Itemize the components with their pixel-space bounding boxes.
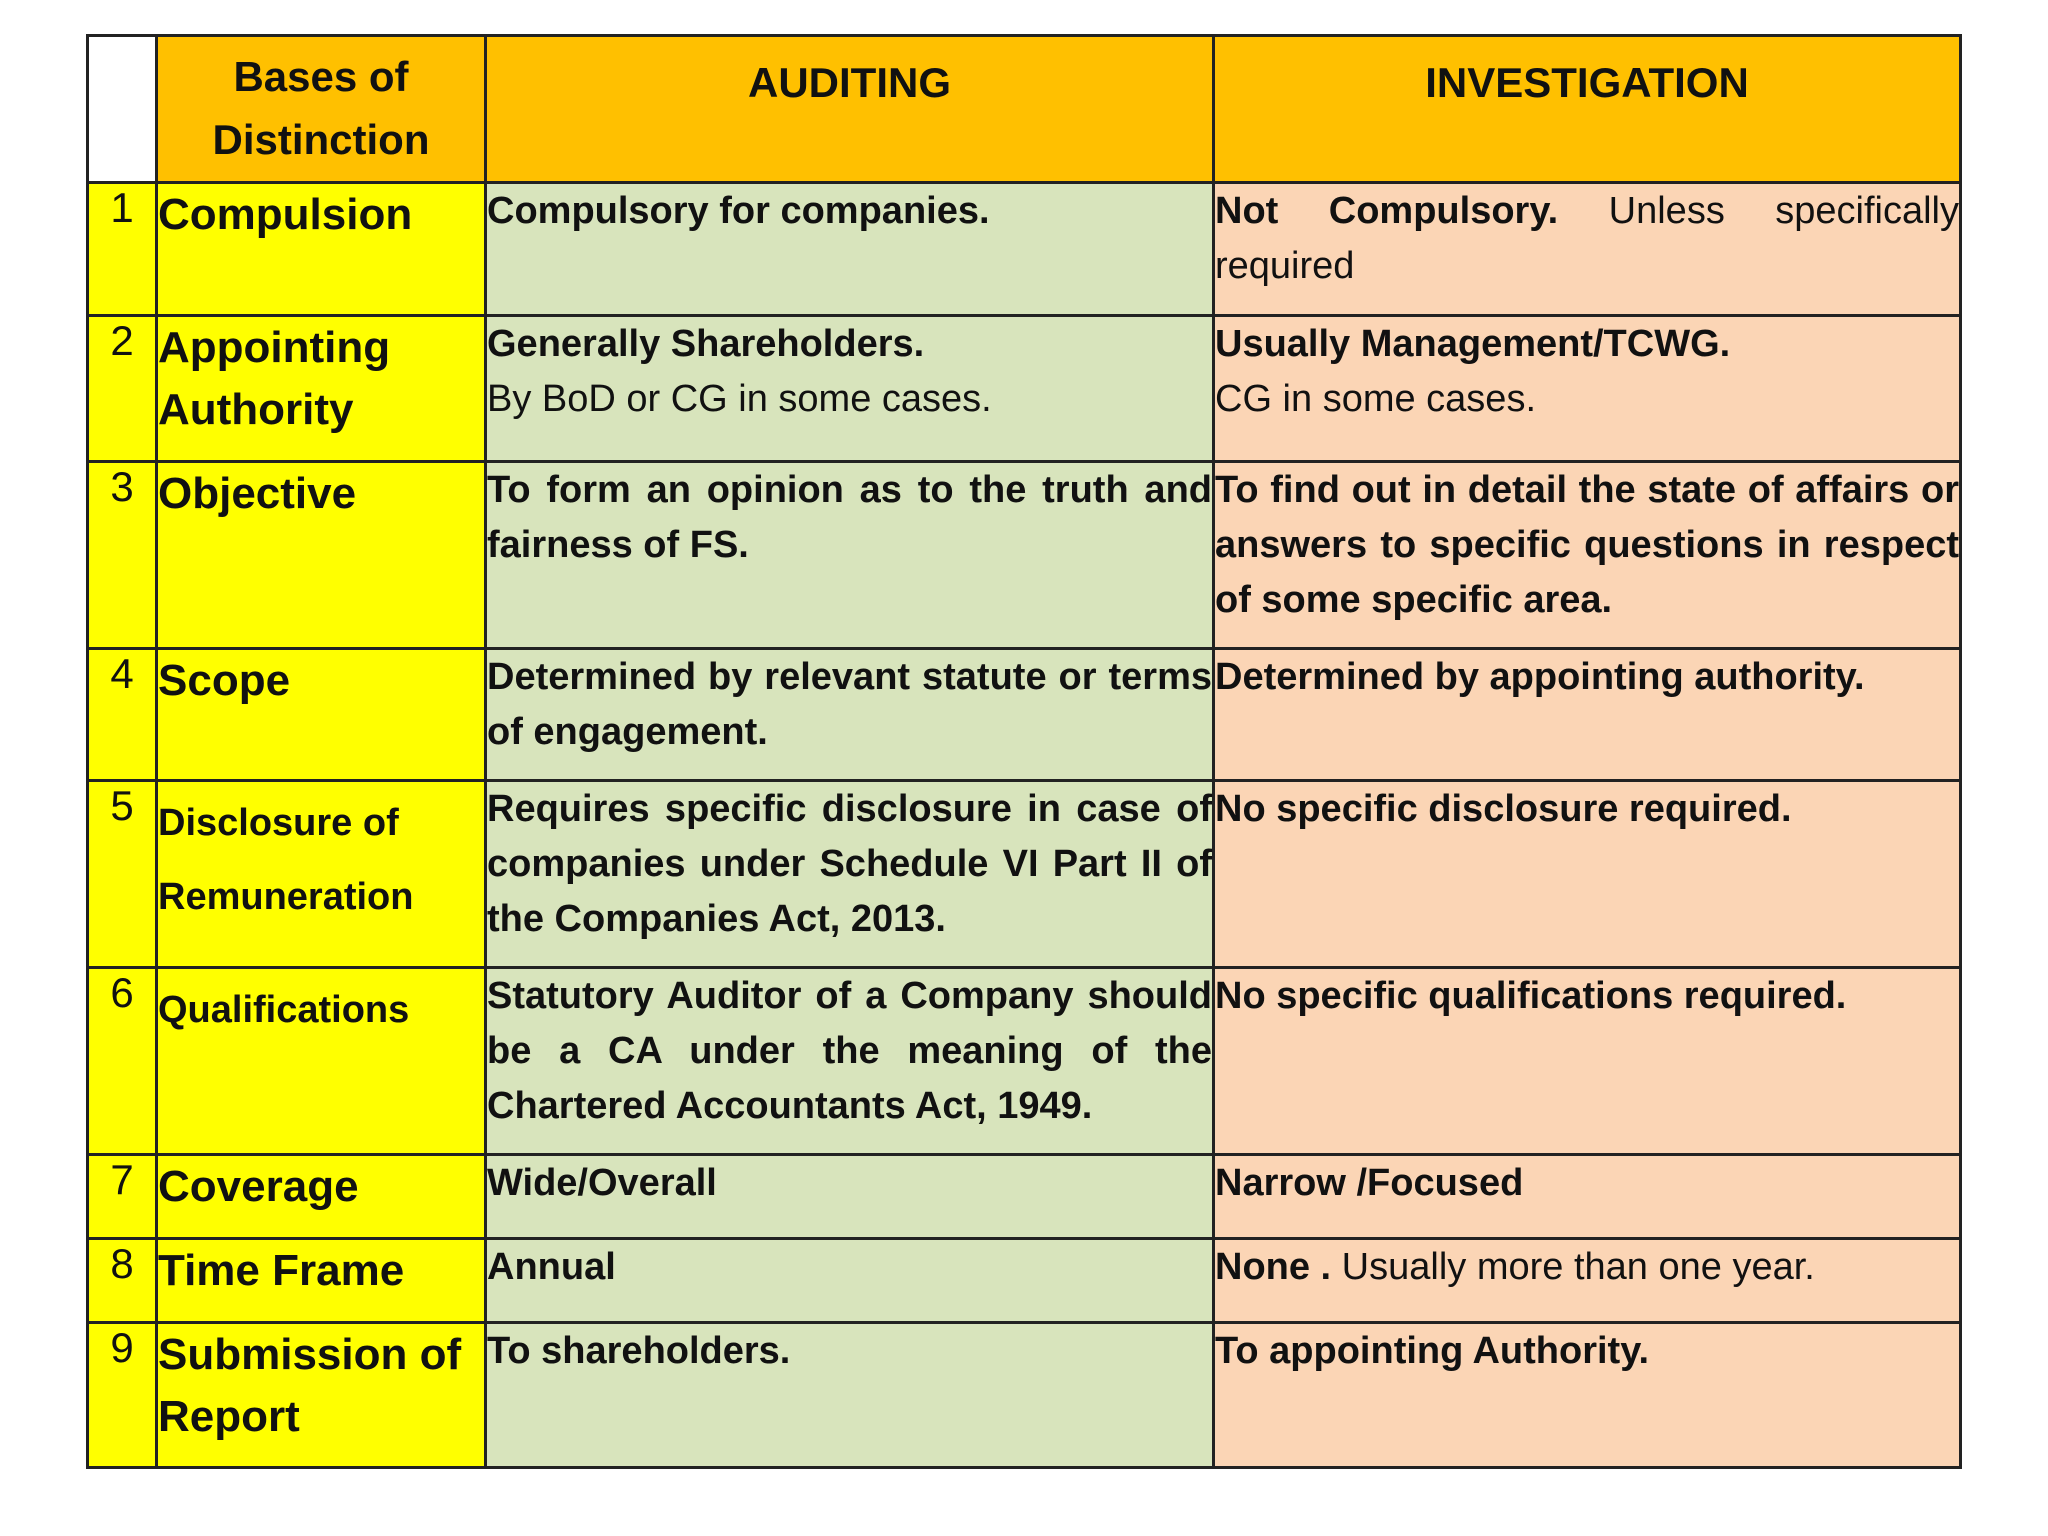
table-row [88,1239,1961,1323]
row-basis: Coverage [157,1155,486,1239]
auditing-text-bold: To form an opinion as to the truth and fairness of FS. [487,469,1212,566]
table-row [88,649,1961,781]
auditing-cell [486,462,1214,649]
investigation-text-bold: No specific qualifications required. [1215,975,1847,1017]
auditing-text-bold: Requires specific disclosure in case of companies under Schedule VI Part II of the Companies Act, 2013. [487,788,1212,940]
row-number: 3 [88,462,157,649]
investigation-text [1215,184,1959,294]
auditing-text-bold: Wide/Overall [487,1162,717,1204]
header-investigation-cell [1214,36,1961,183]
auditing-cell [486,316,1214,462]
table-row [88,968,1961,1155]
row-basis: Compulsion [157,183,486,316]
investigation-cell [1214,968,1961,1155]
investigation-cell [1214,1155,1961,1239]
investigation-text [1215,1324,1959,1379]
auditing-cell [486,1323,1214,1468]
table-row [88,1155,1961,1239]
row-number: 4 [88,649,157,781]
table-row [88,781,1961,968]
auditing-cell [486,1239,1214,1323]
row-basis: Scope [157,649,486,781]
investigation-cell [1214,462,1961,649]
auditing-cell [486,781,1214,968]
investigation-text-normal: Usually more than one year. [1331,1246,1815,1288]
auditing-text-bold: Generally Shareholders. [487,323,925,365]
row-number: 6 [88,968,157,1155]
investigation-text [1215,1240,1959,1295]
row-number: 2 [88,316,157,462]
investigation-text [1215,463,1959,628]
investigation-text-normal: Unless specifically required [1215,190,1960,287]
investigation-cell [1214,183,1961,316]
auditing-text [487,317,1212,427]
auditing-text [487,1324,1212,1379]
header-auditing-label: AUDITING [748,59,951,106]
auditing-text [487,650,1212,760]
header-basis-line1: Bases of [233,53,409,100]
investigation-text-bold: Not Compulsory. [1215,190,1559,232]
investigation-text-bold: Determined by appointing authority. [1215,656,1865,698]
auditing-text [487,1156,1212,1211]
investigation-text-bold: No specific disclosure required. [1215,788,1792,830]
row-basis: Qualifications [157,968,486,1155]
investigation-text [1215,1156,1959,1211]
auditing-text-bold: Annual [487,1246,616,1288]
header-row [88,36,1961,183]
investigation-text [1215,782,1959,837]
auditing-text-bold: Determined by relevant statute or terms of engagement. [487,656,1212,753]
table-row [88,316,1961,462]
investigation-cell [1214,1323,1961,1468]
auditing-text [487,1240,1212,1295]
investigation-text [1215,969,1959,1024]
header-blank-cell [88,36,157,183]
auditing-text-bold: To shareholders. [487,1330,791,1372]
investigation-text [1215,317,1959,427]
investigation-text-bold: Usually Management/TCWG. [1215,323,1731,365]
header-basis-cell [157,36,486,183]
table-row [88,462,1961,649]
auditing-text [487,184,1212,239]
auditing-text [487,782,1212,947]
investigation-text-bold: To find out in detail the state of affairs or answers to specific questions in respect of some specific area. [1215,469,1959,621]
investigation-text-bold: To appointing Authority. [1215,1330,1650,1372]
row-number: 1 [88,183,157,316]
table-row [88,183,1961,316]
investigation-text-bold: Narrow /Focused [1215,1162,1524,1204]
header-basis-line2: Distinction [212,116,430,163]
row-basis: Time Frame [157,1239,486,1323]
row-number: 5 [88,781,157,968]
auditing-cell [486,649,1214,781]
header-basis-label [158,37,484,171]
investigation-cell [1214,316,1961,462]
auditing-cell [486,968,1214,1155]
auditing-cell [486,1155,1214,1239]
investigation-text-bold: None . [1215,1246,1332,1288]
table-row [88,1323,1961,1468]
row-basis: Objective [157,462,486,649]
row-number: 7 [88,1155,157,1239]
auditing-text-bold: Statutory Auditor of a Company should be a CA under the meaning of the Chartered Accountants Act, 1949. [487,975,1212,1127]
row-number: 8 [88,1239,157,1323]
row-basis: Submission of Report [157,1323,486,1468]
investigation-text [1215,650,1959,705]
auditing-cell [486,183,1214,316]
comparison-table [86,34,1962,1469]
row-number: 9 [88,1323,157,1468]
row-basis: Appointing Authority [157,316,486,462]
investigation-cell [1214,781,1961,968]
investigation-text-normal: CG in some cases. [1215,378,1536,420]
auditing-text-normal: By BoD or CG in some cases. [487,378,992,420]
header-auditing-cell [486,36,1214,183]
auditing-text [487,463,1212,573]
auditing-text [487,969,1212,1134]
header-investigation-label: INVESTIGATION [1425,59,1749,106]
row-basis: Disclosure of Remuneration [157,781,486,968]
auditing-text-bold: Compulsory for companies. [487,190,990,232]
investigation-cell [1214,1239,1961,1323]
investigation-cell [1214,649,1961,781]
